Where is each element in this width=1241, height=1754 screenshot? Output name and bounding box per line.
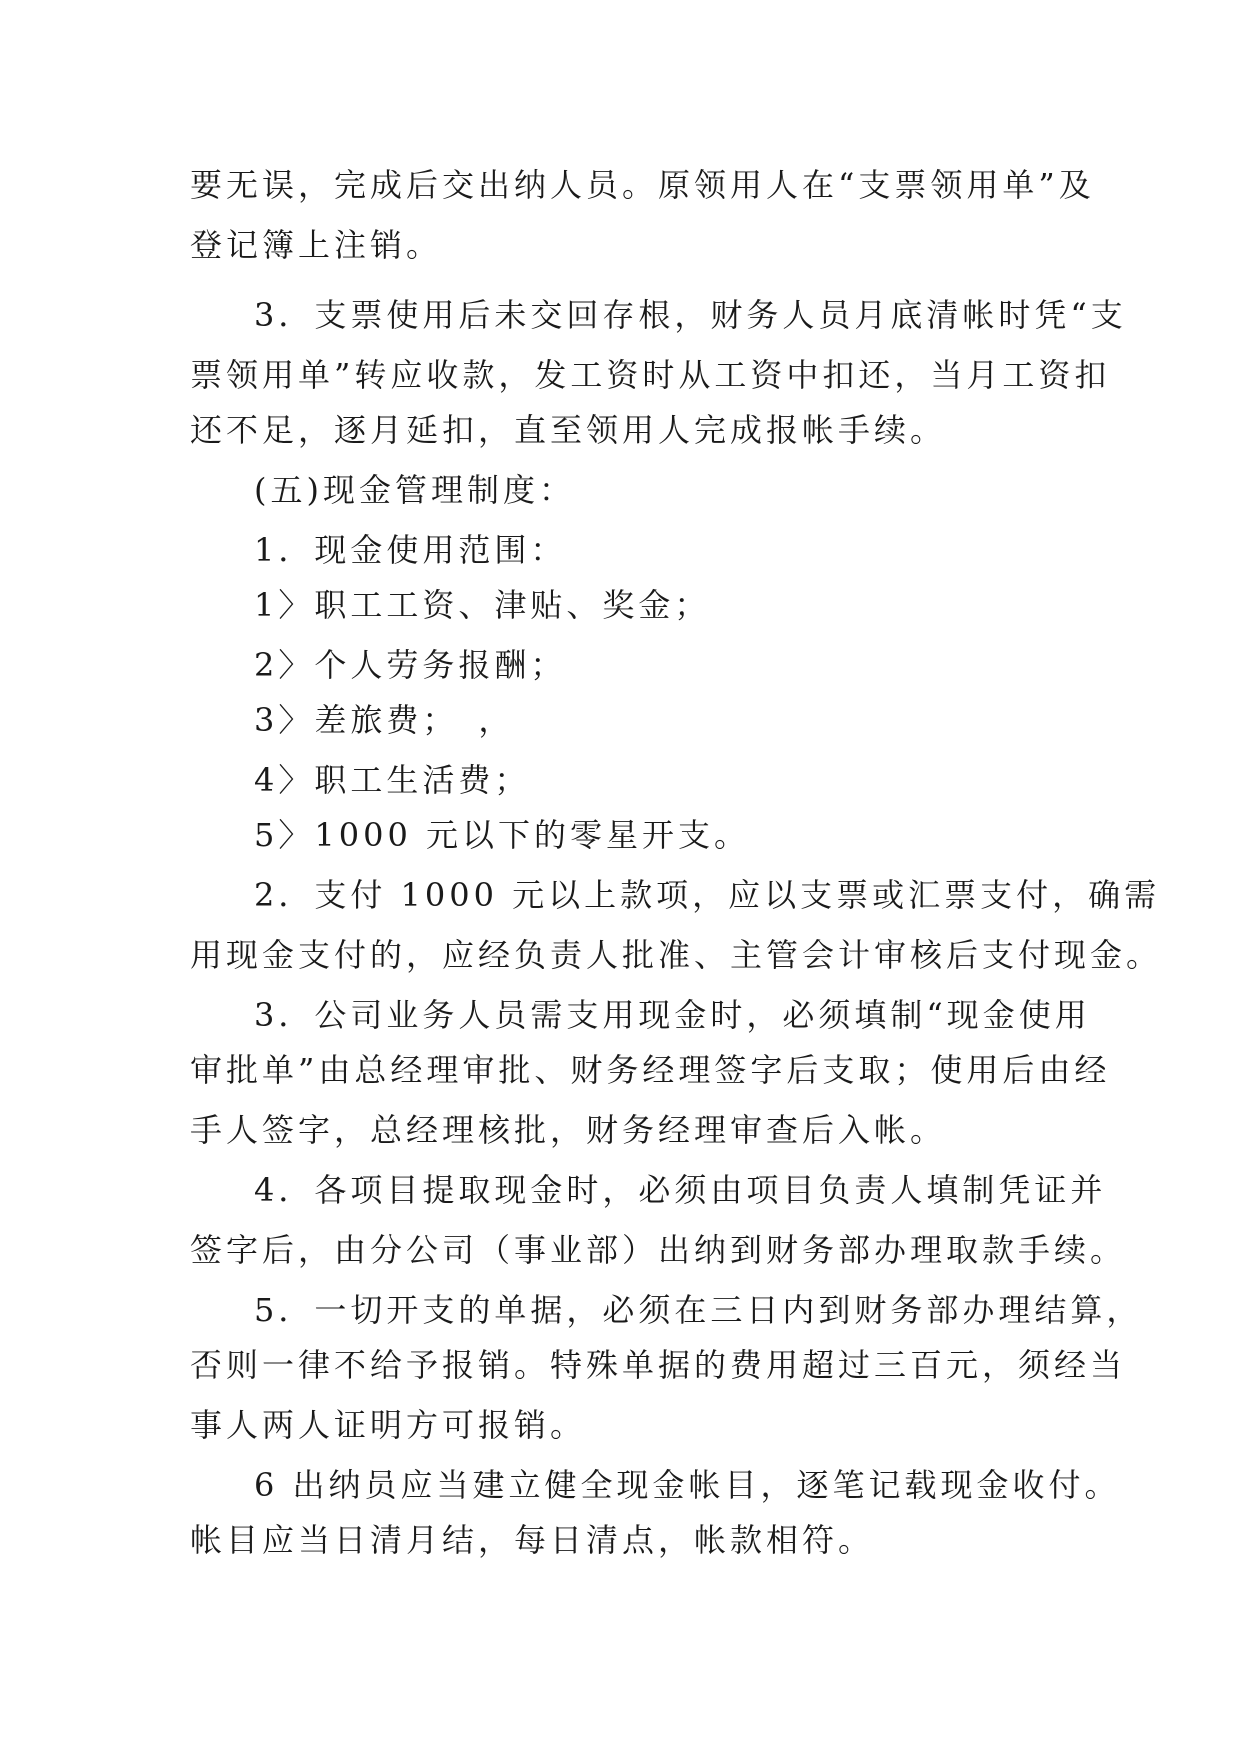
text-line: 用现金支付的，应经负责人批准、主管会计审核后支付现金。 [190,936,1163,974]
text-line: 签字后，由分公司（事业部）出纳到财务部办理取款手续。 [190,1231,1127,1269]
text-line: 事人两人证明方可报销。 [190,1406,587,1444]
text-line: 登记簿上注销。 [190,226,443,264]
list-item: 4〉职工生活费； [254,761,531,799]
text-line: 5．一切开支的单据，必须在三日内到财务部办理结算， [254,1291,1143,1329]
list-item: 5〉1000 元以下的零星开支。 [254,816,750,854]
text-line: 2．支付 1000 元以上款项，应以支票或汇票支付，确需 [254,876,1161,914]
text-line: 3．支票使用后未交回存根，财务人员月底清帐时凭“支 [254,296,1127,334]
text-line: 帐目应当日清月结，每日清点，帐款相符。 [190,1521,875,1559]
list-item: 3〉差旅费； ， [254,701,515,739]
list-item: 1〉职工工资、津贴、奖金； [254,586,711,624]
text-line: 要无误，完成后交出纳人员。原领用人在“支票领用单”及 [190,166,1095,204]
text-line: 6 出纳员应当建立健全现金帐目，逐笔记载现金收付。 [254,1466,1121,1504]
text-line: 3．公司业务人员需支用现金时，必须填制“现金使用 [254,996,1091,1034]
text-line: 手人签字，总经理核批，财务经理审查后入帐。 [190,1111,947,1149]
text-line: 1．现金使用范围： [254,531,567,569]
text-line: 审批单”由总经理审批、财务经理签字后支取；使用后由经 [190,1051,1111,1089]
text-line: 票领用单”转应收款，发工资时从工资中扣还，当月工资扣 [190,356,1111,394]
text-line: 否则一律不给予报销。特殊单据的费用超过三百元，须经当 [190,1346,1127,1384]
list-item: 2〉个人劳务报酬； [254,646,567,684]
section-heading: (五)现金管理制度： [254,471,575,509]
text-line: 还不足，逐月延扣，直至领用人完成报帐手续。 [190,411,947,449]
text-line: 4．各项目提取现金时，必须由项目负责人填制凭证并 [254,1171,1107,1209]
